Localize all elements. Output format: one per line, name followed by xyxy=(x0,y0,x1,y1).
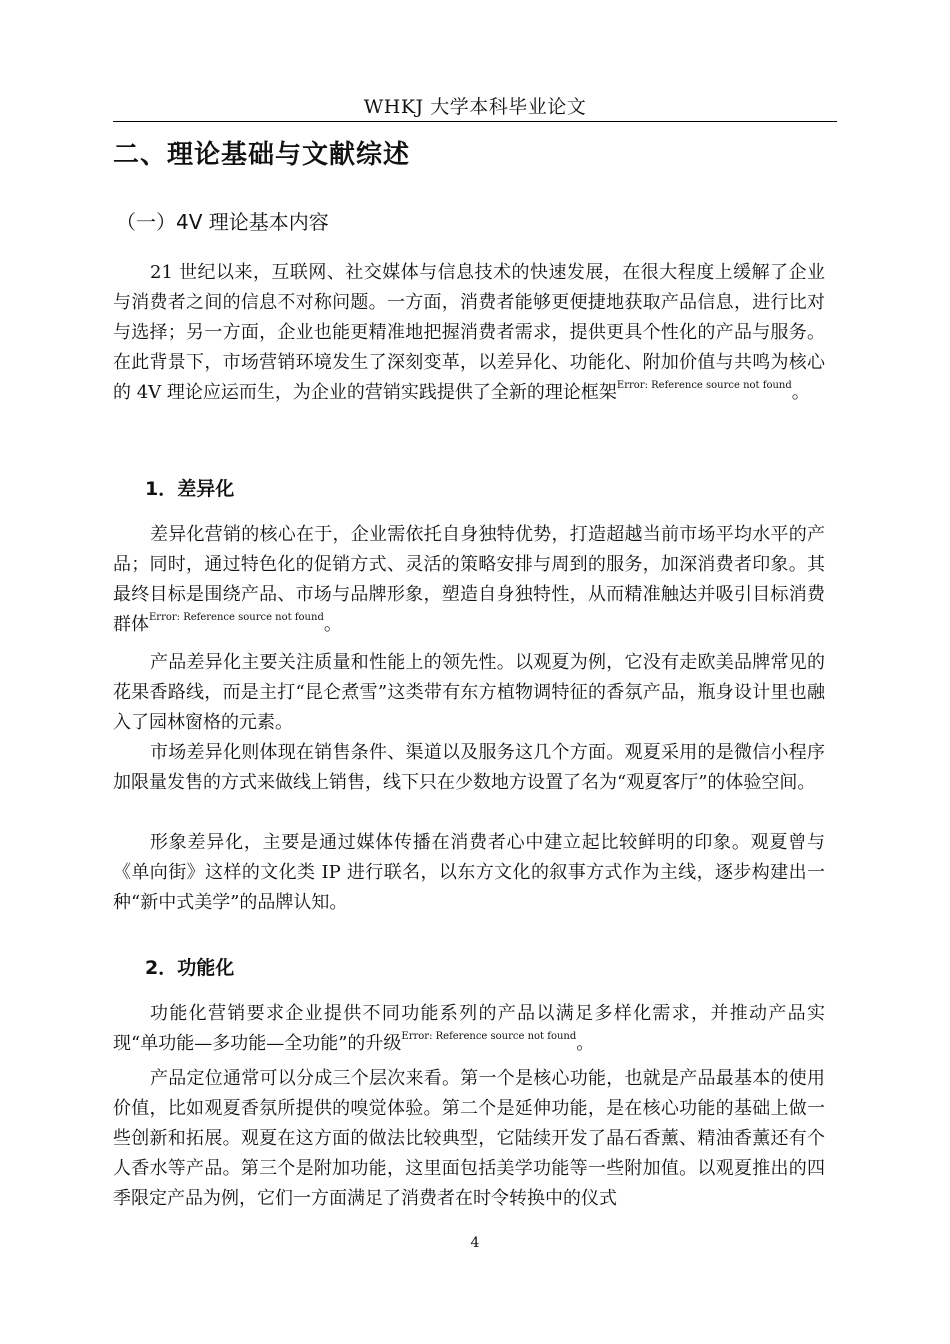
functionalization-paragraph-2: 产品定位通常可以分成三个层次来看。第一个是核心功能，也就是产品最基本的使用价值，比如观夏香氛所提供的嗅觉体验。第二个是延伸功能，是在核心功能的基础上做一些创新和拓展。观夏在这方面的做法比较典型，它陆续开发了晶石香薰、精油香薰还有个人香水等产品。第三个是附加功能，这里面包括美学功能等一些附加值。以观夏推出的四季限定产品为例，它们一方面满足了消费者在时令转换中的仪式 xyxy=(113,1068,825,1209)
subsection-title-functionalization: 2．功能化 xyxy=(145,957,235,979)
citation-error: Error: Reference source not found xyxy=(401,1031,577,1042)
differentiation-paragraph-1 xyxy=(113,520,825,640)
chapter-title: 二、理论基础与文献综述 xyxy=(113,140,411,170)
subsection-title-differentiation: 1．差异化 xyxy=(145,478,235,500)
running-header: WHKJ 大学本科毕业论文 xyxy=(363,96,587,118)
paragraph-text: 功能化营销要求企业提供不同功能系列的产品以满足多样化需求，并推动产品实现“单功能—多功能—全功能”的升级 xyxy=(113,1003,825,1054)
intro-text: 21 世纪以来，互联网、社交媒体与信息技术的快速发展，在很大程度上缓解了企业与消费者之间的信息不对称问题。一方面，消费者能够更便捷地获取产品信息，进行比对与选择；另一方面，企业也能更精准地把握消费者需求，提供更具个性化的产品与服务。在此背景下，市场营销环境发生了深刻变革，以差异化、功能化、附加价值与共鸣为核心的 4V 理论应运而生，为企业的营销实践提供了全新的理论框架 xyxy=(113,262,825,403)
differentiation-paragraph-2: 产品差异化主要关注质量和性能上的领先性。以观夏为例，它没有走欧美品牌常见的花果香路线，而是主打“昆仑煮雪”这类带有东方植物调特征的香氛产品，瓶身设计里也融入了园林窗格的元素。 xyxy=(113,652,825,733)
differentiation-paragraph-4: 形象差异化，主要是通过媒体传播在消费者心中建立起比较鲜明的印象。观夏曾与《单向街》这样的文化类 IP 进行联名，以东方文化的叙事方式作为主线，逐步构建出一种“新中式美学”的品牌认知。 xyxy=(113,832,825,913)
period: 。 xyxy=(576,1033,595,1054)
period: 。 xyxy=(323,614,342,635)
page-number: 4 xyxy=(470,1235,480,1251)
period: 。 xyxy=(791,382,810,403)
citation-error: Error: Reference source not found xyxy=(149,612,324,623)
paragraph-text: 差异化营销的核心在于，企业需依托自身独特优势，打造超越当前市场平均水平的产品；同时，通过特色化的促销方式、灵活的策略安排与周到的服务，加深消费者印象。其最终目标是围绕产品、市场与品牌形象，塑造自身独特性，从而精准触达并吸引目标消费群体 xyxy=(113,524,825,635)
citation-error: Error: Reference source not found xyxy=(616,380,792,391)
differentiation-paragraph-3: 市场差异化则体现在销售条件、渠道以及服务这几个方面。观夏采用的是微信小程序加限量发售的方式来做线上销售，线下只在少数地方设置了名为“观夏客厅”的体验空间。 xyxy=(113,742,825,793)
header-rule xyxy=(113,121,837,122)
section-title: （一）4V 理论基本内容 xyxy=(116,210,329,234)
intro-paragraph xyxy=(113,258,825,408)
functionalization-paragraph-1 xyxy=(113,999,825,1059)
